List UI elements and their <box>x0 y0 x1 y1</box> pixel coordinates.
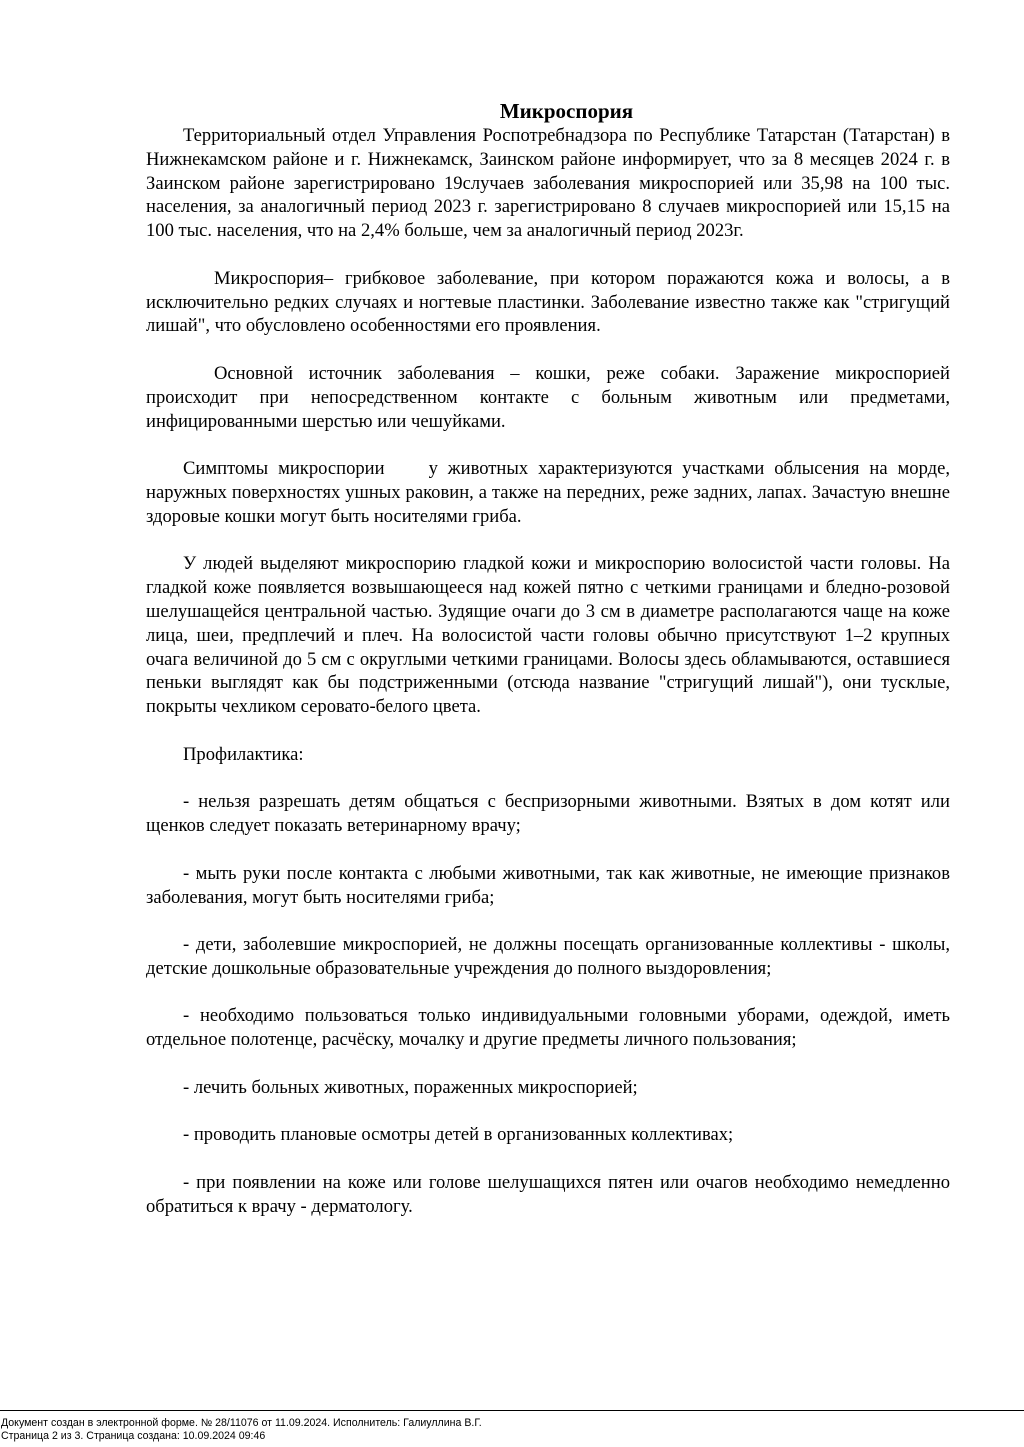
paragraph-spacer <box>146 1100 950 1124</box>
footer-document-info: Документ создан в электронной форме. № 28/11076 от 11.09.2024. Исполнитель: Галиуллина В.Г. <box>1 1417 482 1429</box>
document-title: Микроспория <box>499 99 634 123</box>
footer-divider <box>0 1410 1024 1411</box>
symptoms-rest: у животных характеризуются участками облысения на <box>428 458 888 480</box>
paragraph-spacer <box>146 243 950 267</box>
source-paragraph: Основной источник заболевания – кошки, реже собаки. Заражение микроспорией происходит при непосредственном контакте с больным животным или предметами, инфицированными шерстью или чешуйками. <box>146 362 950 432</box>
paragraph-spacer <box>146 338 950 362</box>
document-footer <box>1 1417 482 1444</box>
intro-paragraph: Территориальный отдел Управления Роспотребнадзора по Республике Татарстан (Татарстан) в Нижнекамском районе и г. Нижнекамск, Заинском районе информирует, что за 8 месяцев 2024 г. в Заинском районе зарегистрировано 19случаев заболевания микроспорией или 35,98 на 100 тыс. населения, за аналогичный период 2023 г. зарегистрировано 8 случаев микроспорией или 15,15 на 100 тыс. населения, что на 2,4% больше, чем за аналогичный период 2023г. <box>146 125 950 242</box>
humans-paragraph: У людей выделяют микроспорию гладкой кожи и микроспорию волосистой части головы. На гладкой коже появляется возвышающееся над кожей пятно с четкими границами и бледно-розовой шелушащейся центральной частью. Зудящие очаги до 3 см в диаметре располагаются чаще на коже лица, шеи, предплечий и плеч. На волосистой части головы обычно присутствуют 1–2 крупных очага величиной до 5 см с округлыми четкими границами. Волосы здесь обламываются, оставшиеся пеньки выглядят как бы подстриженными (отсюда название "стригущий лишай"), они тусклые, покрыты чехликом серовато-белого цвета. <box>146 553 950 718</box>
paragraph-spacer <box>146 838 950 862</box>
symptoms-lead: Симптомы микроспории <box>183 458 385 480</box>
prevention-item: - лечить больных животных, пораженных микроспорией; <box>183 1076 638 1098</box>
paragraph-spacer <box>146 719 950 743</box>
prevention-item: - необходимо пользоваться только индивидуальными головными уборами, одеждой, иметь отдельное полотенце, расчёску, мочалку и другие предметы личного пользования; <box>146 1005 950 1051</box>
prevention-heading: Профилактика: <box>183 743 304 765</box>
paragraph-spacer <box>146 767 950 791</box>
symptoms-continuation: морде, наружных поверхностях ушных раковин, а также на передних, реже задних, лапах. Зачастую внешне здоровые кошки могут быть носителями гриба. <box>146 458 950 527</box>
paragraph-spacer <box>146 909 950 933</box>
definition-paragraph: Микроспория– грибковое заболевание, при котором поражаются кожа и волосы, а в исключительно редких случаях и ногтевые пластинки. Заболевание известно также как "стригущий лишай", что обусловлено особенностями его проявления. <box>146 267 950 337</box>
paragraph-spacer <box>146 529 950 553</box>
paragraph-spacer <box>146 433 950 457</box>
document-page <box>146 96 950 1219</box>
prevention-item: - мыть руки после контакта с любыми животными, так как животные, не имеющие признаков заболевания, могут быть носителями гриба; <box>146 862 950 908</box>
paragraph-spacer <box>146 1147 950 1171</box>
footer-page-info: Страница 2 из 3. Страница создана: 10.09.2024 09:46 <box>1 1430 266 1443</box>
paragraph-spacer <box>146 981 950 1005</box>
symptoms-paragraph <box>146 457 950 528</box>
prevention-item: - при появлении на коже или голове шелушащихся пятен или очагов необходимо немедленно обратиться к врачу - дерматологу. <box>146 1172 950 1217</box>
prevention-item: - дети, заболевшие микроспорией, не должны посещать организованные коллективы - школы, детские дошкольные образовательные учреждения до полного выздоровления; <box>146 934 950 979</box>
prevention-item: - проводить плановые осмотры детей в организованных коллективах; <box>183 1124 734 1146</box>
prevention-item: - нельзя разрешать детям общаться с беспризорными животными. Взятых в дом котят или щенков следует показать ветеринарному врачу; <box>146 791 950 837</box>
paragraph-spacer <box>146 1052 950 1076</box>
